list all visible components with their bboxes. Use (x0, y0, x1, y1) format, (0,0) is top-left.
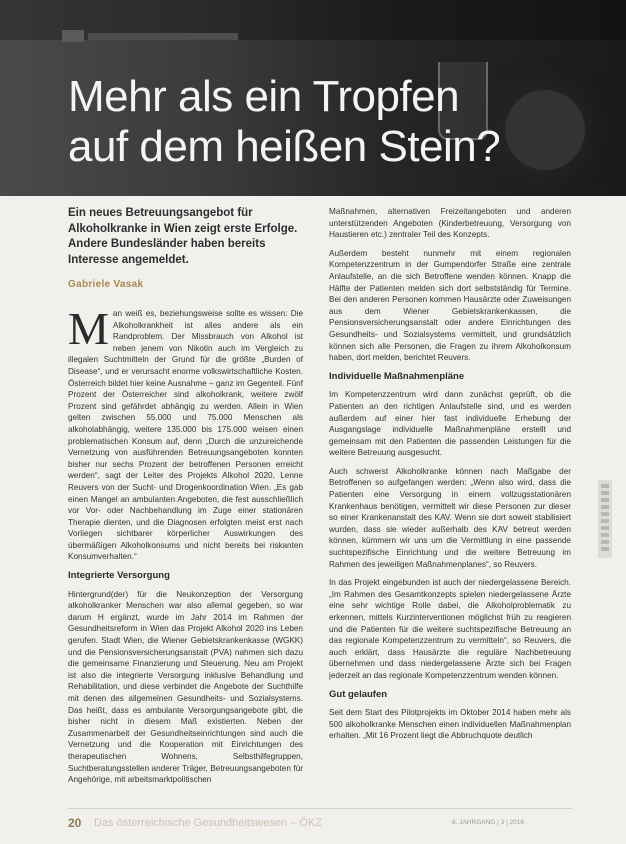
rubric-marker (62, 30, 84, 42)
paragraph-intro-text: an weiß es, beziehungsweise sollte es wissen: Die Alkoholkrankheit ist alles andere als ein Randproblem. Der Missbrauch von Alkohol ist neben jenem von Nikotin auch im Vergleich zu illegalen Suchtmitteln der Grund für die größte „Burden of Disease“, und er verursacht enorme volkswirtschaftliche Kosten. Österreich bildet hier keine Ausnahme – ganz im Gegenteil. Fünf Prozent der Österreicher sind alkoholkrank, weitere zwölf Prozent sind gefährdet abhängig zu werden. Allein in Wien gelten zwischen 55.000 und 75.000 Menschen als alkoholabhängig, weitere 135.000 bis 175.000 weisen einen problematischen Konsum auf, denn „Durch die unzureichende Vernetzung von ausführenden Betreuungsangeboten konnten bisher nur sechs Prozent der betroffenen Personen erreicht werden“, sagt der Leiter des Projekts Alkohol 2020, Lenne Reuvers von der Sucht- und Drogenkoordination Wien. „Es gab einen Mangel an ambulanten Angeboten, die fest ausschließlich vor Vor- oder Nachbehandlung im Zuge einer stationären Therapie dienten, und die Diagnosen erfolgten meist erst nach Vorliegen sichtbarer körperlicher Auswirkungen des übermäßigen Alkoholkonsums und nicht bereits bei riskanten Konsumverhalten.“ (68, 309, 303, 562)
paragraph-r1: Maßnahmen, alternativen Freizeitangeboten und anderen unterstützenden Angeboten (Kinderbetreuung, Versorgung von Haustieren etc.) zentraler Teil des Konzepts. (329, 207, 571, 240)
paragraph-intro (68, 308, 303, 563)
paragraph-integrated: Hintergrund(der) für die Neukonzeption der Versorgung alkoholkranker Menschen war also allemal gegeben, so war darum H ergänzt, wurde im Jahr 2014 im Rahmen der Gesundheitsreform in Wien das Projekt Alkohol 2020 ins Leben gerufen. Stadt Wien, die Wiener Gebietskrankenkasse (WGKK) und die Pensionsversicherungsanstalt (PVA) nahmen sich dazu die gemeinsame Finanzierung und Steuerung. Neu am Projekt ist also die integrierte Versorgung inklusive Behandlung und Rehabilitation, und diese verbindet die Angebote der Suchthilfe mit denen des allgemeinen Gesundheits- und Sozialsystems. Das heißt, dass es ambulante Versorgungsangebote gibt, die bisher nicht in diesem Maß existierten. Neben der Zusammenarbeit der Gesundheitseinrichtungen sind auch die Vernetzung und die Kooperation mit Einrichtungen des therapeutischen Wohnens, Selbsthilfegruppen, Suchtberatungsstellen anderer Träger, Betreuungsangeboten für Angehörige, mit arbeitsmarktpolitischen (68, 589, 303, 785)
column-right (329, 206, 571, 798)
side-tab-label (601, 484, 609, 554)
heading-individual: Individuelle Maßnahmenpläne (329, 370, 465, 382)
issue-note: 8. JAHRGANG | 3 | 2016 (452, 819, 525, 826)
heading-good: Gut gelaufen (329, 688, 388, 700)
magazine-title: Das österreichische Gesundheitswesen – ÖKZ (94, 817, 323, 829)
column-left (68, 308, 303, 798)
section-side-tab (598, 480, 612, 558)
page-footer (0, 808, 626, 844)
hero-image (0, 0, 626, 196)
footer-rule (68, 808, 572, 809)
paragraph-r4: Auch schwerst Alkoholkranke können nach Maßgabe der Betroffenen so aufgefangen werden: „Wenn also wird, dass die Patienten eine Versorgung in einem vollzugsstationären Krankenhaus benötigen, vermittelt wir diese Personen zur dieser so einer Krankenanstalt des KAV. Wenn sie dort soweit stabilisiert wurden, dass sie wieder außerhalb des KAV betreut werden können, kümmern wir uns um die Vermittlung in eine passende suchtspezifische Einrichtung und die weitere Betreuung im Rahmen des jeweiligen Maßnahmenplanes“, so Reuvers. (329, 466, 571, 569)
article-lead: Ein neues Betreuungsangebot für Alkoholkranke in Wien zeigt erste Erfolge. Andere Bundesländer haben bereits Interesse angemeldet. (68, 207, 298, 266)
paragraph-r3: Im Kompetenzzentrum wird dann zunächst geprüft, ob die Patienten an den richtigen Anlaufstelle sind, und es werden außerdem auf einer hier fast individuelle Erhebung der Ausgangslage individuelle Maßnahmenpläne erstellt und gemeinsam mit den Patienten die passenden Leistungen für die weitere Betreuung ausgesucht. (329, 390, 571, 458)
paragraph-r5: In das Projekt eingebunden ist auch der niedergelassene Bereich. „Im Rahmen des Gesamtkonzepts spielen niedergelassene Ärzte eine sehr wichtige Rolle dabei, die Alkoholproblematik zu erkennen, mittels Kurzinterventionen möglichst früh zu reagieren und die Patienten für die weitere suchtspezifische Betreuung an das regionale Kompetenzzentrum zu vermitteln“, so Reuvers, die auch erklärt, dass Hausärzte die reguläre Nachbetreuung übernehmen und dass niedergelassene Ärzte sich bei Fragen jederzeit an das regionale Kompetenzzentrum wenden können. (329, 578, 571, 680)
paragraph-r6: Seit dem Start des Pilotprojekts im Oktober 2014 haben mehr als 500 alkoholkranke Menschen einen individuellen Maßnahmenplan erhalten. „Mit 16 Prozent liegt die Abbruchquote deutlich (329, 708, 571, 741)
heading-integrated: Integrierte Versorgung (68, 570, 170, 582)
article-title: Mehr als ein Tropfen auf dem heißen Stein? (68, 72, 501, 171)
dropcap: M (68, 308, 109, 354)
paragraph-r2: Außerdem besteht nunmehr mit einem regionalen Kompetenzzentrum in der Gumpendorfer Straße eine zentrale Anlaufstelle, an die sich Betroffene wenden können. Knapp die Hälfte der Patienten melden sich dort selbstständig für Termine. Bei den anderen Personen kommen Hausärzte oder Zuweisungen aus dem Wiener Gebietskrankenkassen, die Pensionsversicherungsanstalt oder andere Einrichtungen des Gesundheits- und Sozialsystems vermittelt, und grundsätzlich können sich alle Personen, die Fragen zu ihrem Alkoholkonsum haben, dort melden, berichtet Reuvers. (329, 248, 571, 363)
page-number: 20 (68, 816, 82, 830)
article-author: Gabriele Vasak (68, 279, 144, 290)
rubric-label (88, 33, 238, 40)
